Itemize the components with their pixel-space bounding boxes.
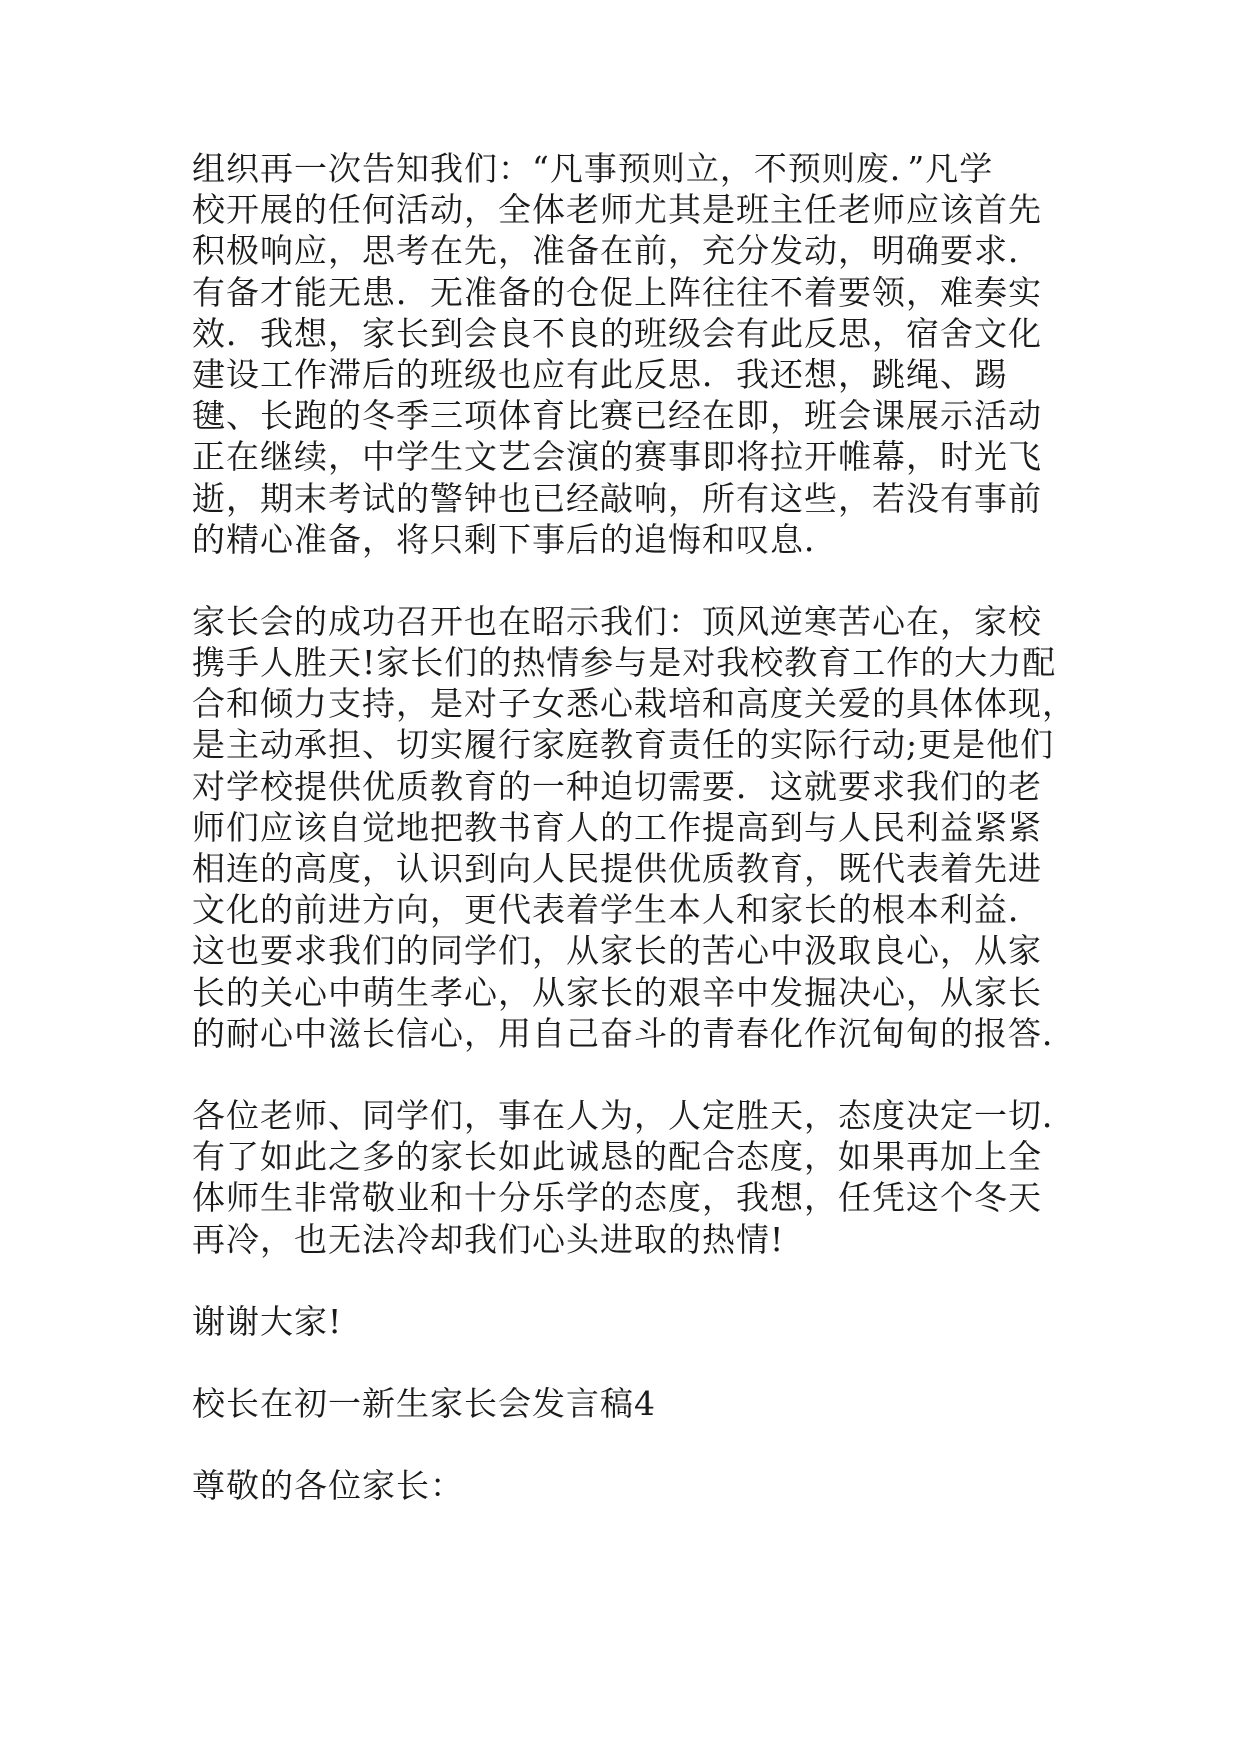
text-line: 这也要求我们的同学们，从家长的苦心中汲取良心，从家 [192, 931, 1042, 971]
text-line: 的精心准备，将只剩下事后的追悔和叹息． [192, 519, 838, 559]
text-line: 对学校提供优质教育的一种迫切需要．这就要求我们的老 [192, 766, 1042, 806]
text-line: 正在继续，中学生文艺会演的赛事即将拉开帷幕，时光飞 [192, 437, 1042, 477]
paragraph-spacer [192, 1424, 1052, 1465]
text-line: 的耐心中滋长信心，用自己奋斗的青春化作沉甸甸的报答． [192, 1013, 1076, 1053]
text-line: 效．我想，家长到会良不良的班级会有此反思，宿舍文化 [192, 313, 1042, 353]
thanks-text: 谢谢大家! [192, 1301, 343, 1341]
text-line: 相连的高度，认识到向人民提供优质教育，既代表着先进 [192, 849, 1042, 888]
text-line: 携手人胜天!家长们的热情参与是对我校教育工作的大力配 [192, 643, 1057, 683]
paragraph-preparation [192, 148, 1052, 560]
document-body [192, 148, 1076, 1506]
paragraph-spacer [192, 1054, 1052, 1095]
salutation-text: 尊敬的各位家长： [192, 1466, 464, 1506]
text-line: 各位老师、同学们，事在人为，人定胜天，态度决定一切． [192, 1095, 1076, 1135]
text-line: 毽、长跑的冬季三项体育比赛已经在即，班会课展示活动 [192, 396, 1042, 436]
text-line: 长的关心中萌生孝心，从家长的艰辛中发掘决心，从家长 [192, 972, 1042, 1012]
text-line: 文化的前进方向，更代表着学生本人和家长的根本利益． [192, 890, 1042, 930]
paragraph-salutation [192, 1465, 1052, 1506]
section-title: 校长在初一新生家长会发言稿4 [192, 1383, 656, 1423]
paragraph-thanks [192, 1301, 1052, 1342]
section-heading [192, 1383, 1052, 1424]
paragraph-parents-meeting [192, 601, 1076, 1054]
paragraph-spacer [192, 560, 1052, 601]
text-line: 有备才能无患．无准备的仓促上阵往往不着要领，难奏实 [192, 272, 1042, 312]
text-line: 逝，期末考试的警钟也已经敲响，所有这些，若没有事前 [192, 478, 1042, 518]
text-line: 再冷，也无法冷却我们心头进取的热情! [192, 1219, 785, 1259]
text-line: 师们应该自觉地把教书育人的工作提高到与人民利益紧紧 [192, 807, 1042, 847]
text-line: 体师生非常敬业和十分乐学的态度，我想，任凭这个冬天 [192, 1178, 1042, 1218]
text-line: 家长会的成功召开也在昭示我们：顶风逆寒苦心在，家校 [192, 601, 1042, 641]
paragraph-spacer [192, 1342, 1052, 1383]
text-line: 是主动承担、切实履行家庭教育责任的实际行动;更是他们 [192, 725, 1055, 765]
text-line: 积极响应，思考在先，准备在前，充分发动，明确要求． [192, 231, 1042, 271]
text-line: 校开展的任何活动，全体老师尤其是班主任老师应该首先 [192, 190, 1042, 230]
text-line: 合和倾力支持，是对子女悉心栽培和高度关爱的具体体现， [192, 684, 1076, 724]
text-line: 有了如此之多的家长如此诚恳的配合态度，如果再加上全 [192, 1137, 1042, 1177]
paragraph-spacer [192, 1260, 1052, 1301]
text-line: 组织再一次告知我们：“凡事预则立，不预则废．”凡学 [192, 149, 994, 188]
text-line: 建设工作滞后的班级也应有此反思．我还想，跳绳、踢 [192, 354, 1008, 394]
paragraph-attitude [192, 1095, 1076, 1260]
